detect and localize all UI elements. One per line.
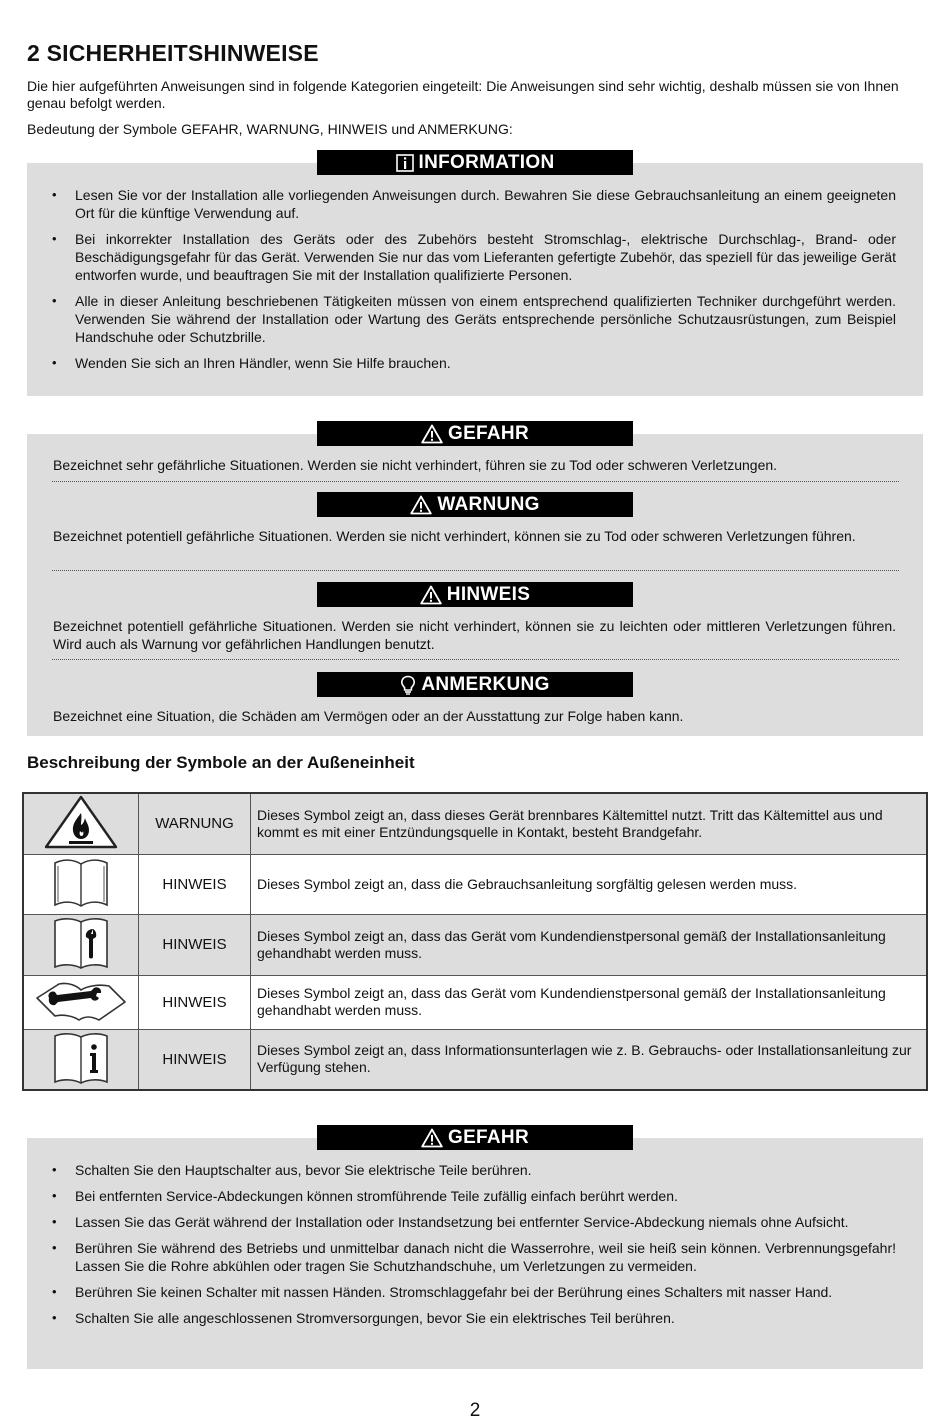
list-item: • Lesen Sie vor der Installation alle vorliegenden Anweisungen durch. Bewahren Sie diese Gebrauchsanleitung an einem geeigneten Ort für die künftige Verwendung auf. — [52, 186, 896, 222]
warning-title: WARNUNG — [437, 493, 540, 515]
symbol-description: Dieses Symbol zeigt an, dass das Gerät vom Kundendienstpersonal gemäß der Installationsanleitung gehandhabt werden muss. — [251, 975, 928, 1029]
danger-box-banner — [317, 1125, 633, 1150]
danger-definition: Bezeichnet sehr gefährliche Situationen. Werden sie nicht verhindert, führen sie zu Tod oder schweren Verletzungen. — [53, 457, 778, 473]
symbol-description: Dieses Symbol zeigt an, dass Informationsunterlagen wie z. B. Gebrauchs- oder Installationsanleitung zur Verfügung stehen. — [251, 1029, 928, 1090]
symbol-label: HINWEIS — [139, 854, 251, 914]
information-banner — [317, 150, 633, 175]
book-wrench-icon — [31, 915, 131, 971]
symbol-label: HINWEIS — [139, 975, 251, 1029]
symbol-cell — [23, 975, 139, 1029]
symbol-cell — [23, 914, 139, 975]
symbol-cell — [23, 854, 139, 914]
lightbulb-icon — [400, 675, 416, 695]
list-item: • Berühren Sie keinen Schalter mit nassen Händen. Stromschlaggefahr bei der Berührung eines Schalters mit nasser Hand. — [52, 1283, 896, 1301]
note-definition: Bezeichnet eine Situation, die Schäden am Vermögen oder an der Ausstattung zur Folge haben kann. — [53, 708, 684, 724]
list-item: • Bei inkorrekter Installation des Geräts oder des Zubehörs besteht Stromschlag-, elektrische Durchschlag-, Brand- oder Beschädigungsgefahr für das Gerät. Verwenden Sie nur das vom Lieferanten gefertigte Zubehör, das speziell für das jeweilige Gerät entworfen wurde, und beauftragen Sie mit der Installation qualifizierte Personen. — [52, 230, 896, 284]
list-item: • Lassen Sie das Gerät während der Installation oder Instandsetzung bei entfernter Service-Abdeckung niemals ohne Aufsicht. — [52, 1213, 896, 1231]
warning-triangle-icon — [420, 585, 442, 605]
open-book-wrench-icon — [29, 976, 133, 1026]
symbol-label: WARNUNG — [139, 793, 251, 854]
divider — [52, 570, 899, 571]
note-title: ANMERKUNG — [421, 673, 550, 695]
symbol-cell — [23, 1029, 139, 1090]
symbols-heading: Beschreibung der Symbole an der Außeneinheit — [27, 753, 415, 772]
warning-triangle-icon — [421, 424, 443, 444]
note-banner — [317, 672, 633, 697]
symbol-description: Dieses Symbol zeigt an, dass dieses Gerät brennbares Kältemittel nutzt. Tritt das Kältemittel aus und kommt es mit einer Entzündungsquelle in Kontakt, besteht Brandgefahr. — [251, 793, 928, 854]
symbol-label: HINWEIS — [139, 914, 251, 975]
flammable-warning-icon — [43, 794, 119, 850]
caution-banner — [317, 582, 633, 607]
warning-triangle-icon — [410, 495, 432, 515]
symbol-description: Dieses Symbol zeigt an, dass die Gebrauchsanleitung sorgfältig gelesen werden muss. — [251, 854, 928, 914]
caution-definition: Bezeichnet potentiell gefährliche Situationen. Werden sie nicht verhindert, können sie zu leichten oder mittleren Verletzungen führen. Wird auch als Warnung vor gefährlichen Handlungen benutzt. — [53, 618, 896, 652]
info-icon — [396, 154, 414, 172]
list-item: • Alle in dieser Anleitung beschriebenen Tätigkeiten müssen von einem entsprechend qualifizierten Techniker durchgeführt werden. Verwenden Sie während der Installation oder Wartung des Geräts entsprechende persönliche Schutzausrüstungen, zum Beispiel Handschuhe oder Schutzbrille. — [52, 292, 896, 346]
warning-definition: Bezeichnet potentiell gefährliche Situationen. Werden sie nicht verhindert, können sie zu Tod oder schweren Verletzungen führen. — [53, 528, 856, 544]
information-title: INFORMATION — [418, 151, 555, 173]
symbols-table — [22, 792, 928, 1091]
warning-triangle-icon — [421, 1128, 443, 1148]
intro-text: Die hier aufgeführten Anweisungen sind in folgende Kategorien eingeteilt: Die Anweisungen sind sehr wichtig, deshalb müssen sie von Ihnen genau befolgt werden. — [27, 78, 899, 111]
information-list — [52, 186, 896, 380]
list-item: • Bei entfernten Service-Abdeckungen können stromführende Teile zufällig einfach berührt werden. — [52, 1187, 896, 1205]
section-heading: 2 SICHERHEITSHINWEISE — [27, 40, 319, 66]
list-item: • Schalten Sie den Hauptschalter aus, bevor Sie elektrische Teile berühren. — [52, 1161, 896, 1179]
open-book-icon — [31, 855, 131, 911]
divider — [52, 659, 899, 660]
list-item: • Wenden Sie sich an Ihren Händler, wenn Sie Hilfe brauchen. — [52, 354, 896, 372]
table-row — [23, 854, 927, 914]
caution-title: HINWEIS — [446, 583, 531, 605]
page-number: 2 — [469, 1400, 481, 1421]
symbol-cell — [23, 793, 139, 854]
danger-box-title: GEFAHR — [448, 1126, 529, 1148]
table-row — [23, 1029, 927, 1090]
divider — [52, 481, 899, 482]
list-item: • Berühren Sie während des Betriebs und unmittelbar danach nicht die Wasserrohre, weil sie heiß sein können. Verbrennungsgefahr! Lassen Sie die Rohre abkühlen oder tragen Sie Schutzhandschuhe, um Verletzungen zu vermeiden. — [52, 1239, 896, 1275]
symbol-label: HINWEIS — [139, 1029, 251, 1090]
table-row — [23, 793, 927, 854]
list-item: • Schalten Sie alle angeschlossenen Stromversorgungen, bevor Sie ein elektrisches Teil berühren. — [52, 1309, 896, 1327]
book-info-icon — [31, 1030, 131, 1086]
table-row — [23, 975, 927, 1029]
warning-banner — [317, 492, 633, 517]
symbol-description: Dieses Symbol zeigt an, dass das Gerät vom Kundendienstpersonal gemäß der Installationsanleitung gehandhabt werden muss. — [251, 914, 928, 975]
danger-banner — [317, 421, 633, 446]
danger-title: GEFAHR — [448, 422, 529, 444]
table-row — [23, 914, 927, 975]
symbols-intro-text: Bedeutung der Symbole GEFAHR, WARNUNG, HINWEIS und ANMERKUNG: — [27, 121, 513, 137]
danger-list — [52, 1161, 896, 1335]
